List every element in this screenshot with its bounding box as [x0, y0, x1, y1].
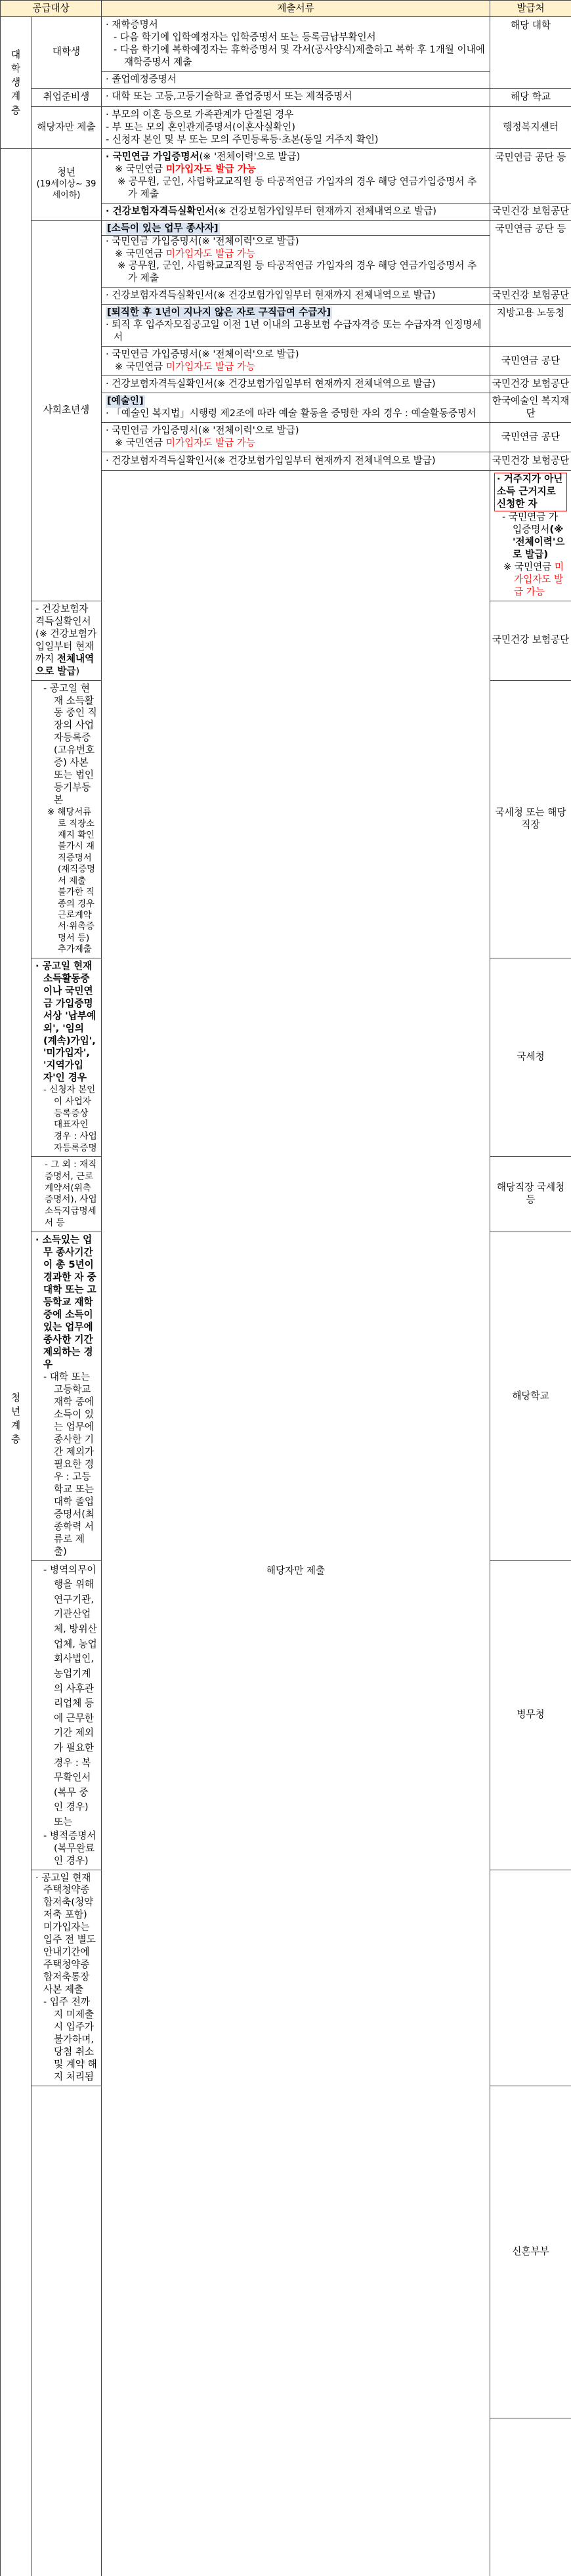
issuer-health-2: 국민건강 보험공단: [490, 288, 571, 305]
doc-exclusion-school: · 소득있는 업무 종사기간이 총 5년이 경과한 자 중 대학 또는 고등학교 재학 중에 소득이 있는 업무에 종사한 기간 제외하는 경우 - 대학 또는 고등학교 재학 중에 소득이 있는 업무에 종사한 기간 제외가 필요한 경우 : 고등학교 또는 대학 졸업 증명서(최종학력 서류로 제출): [32, 1232, 102, 1560]
issuer-artist-foundation: 한국예술인 복지재단: [490, 393, 571, 423]
issuer-pension: 국민연금 공단 등: [490, 148, 571, 203]
group-university: 대학생계층: [1, 17, 32, 149]
issuer-pension-4: 국민연금 공단: [490, 423, 571, 452]
issuer-empty-youth: [490, 1870, 571, 2086]
doc-retired: [퇴직한 후 1년이 지나지 않은 자로 구직급여 수급자] · 퇴직 후 입주자모집공고일 이전 1년 이내의 고용보험 수급자격증 또는 수급자격 인정명세서: [102, 305, 490, 347]
issuer-school-2: 해당학교: [490, 1232, 571, 1560]
issuer-university: 해당 대학: [490, 17, 571, 89]
sub-youth: 청년 (19세이상~ 39세이하): [32, 148, 102, 220]
doc-graduation-certificate: · 대학 또는 고등,고등기술학교 졸업증명서 또는 제적증명서: [102, 88, 490, 106]
issuer-health-4: 국민건강 보험공단: [490, 452, 571, 471]
doc-expected-graduation: · 졸업예정증명서: [102, 71, 490, 88]
doc-artist: [예술인] · 「예술인 복지법」시행령 제2조에 따라 예술 활동을 증명한 자의 경우 : 예술활동증명서: [102, 393, 490, 423]
sub-student: 대학생: [32, 17, 102, 89]
doc-family-severed: · 부모의 이혼 등으로 가족관계가 단절된 경우 - 부 또는 모의 혼인관계증명서(이혼사실확인) - 신청자 본인 및 부 또는 모의 주민등록등·초본(동일 거주지 확인): [102, 106, 490, 148]
issuer-labor-office: 지방고용 노동청: [490, 305, 571, 347]
doc-exclusion-military: - 병역의무이행을 위해 연구기관, 기관산업체, 방위산업체, 농업회사법인, 농업기계의 사후관리업체 등에 근무한 기간 제외가 필요한 경우 : 복무확인서(복무 중인 경우) 또는 - 병적증명서(복무완료인 경우): [32, 1560, 102, 1870]
issuer-workplace-tax: 해당직장 국세청 등: [490, 1157, 571, 1232]
sub-newlywed: 신혼부부: [490, 2086, 571, 2418]
header-issuer: 발급처: [490, 1, 571, 17]
doc-business-registration: - 공고일 현재 소득활동 중인 직장의 사업자등록증(고유번호증) 사본 또는 법인등기부등본 ※ 해당서류로 직장소재지 확인 불가시 재직증명서(재직증명서 제출 불가한 직종의 경우 근로계약서·위촉증명서 등) 추가제출: [32, 680, 102, 958]
sub-eligible-univ: 해당자만 제출: [32, 106, 102, 148]
doc-retired-health: · 건강보험자격득실확인서(※ 건강보험가입일부터 현재까지 전체내역으로 발급): [102, 376, 490, 393]
doc-enrollment: · 재학증명서 - 다음 학기에 입학예정자는 입학증명서 또는 등록금납부확인서 - 다음 학기에 복학예정자는 휴학증명서 및 각서(공사양식)제출하고 복학 후 1개월 이내에 재학증명서 제출: [102, 17, 490, 72]
doc-income-activity: · 공고일 현재 소득활동중이나 국민연금 가입증명서상 '납부예외', '임의(계속)가입', '미가입자', '지역가입자'인 경우 - 신청자 본인이 사업자등록증상 대표자인 경우 : 사업자등록증명: [32, 958, 102, 1157]
doc-youth-health: · 건강보험자격득실확인서(※ 건강보험가입일부터 현재까지 전체내역으로 발급): [102, 203, 490, 220]
issuer-health-5: 국민건강 보험공단: [490, 601, 571, 680]
newcomer-income-title: [소득이 있는 업무 종사자]: [102, 220, 490, 235]
issuer-health-3: 국민건강 보험공단: [490, 376, 571, 393]
doc-newcomer-pension: · 국민연금 가입증명서(※ '전체이력'으로 발급) ※ 국민연금 미가입자도 발급 가능 ※ 공무원, 군인, 사립학교교직원 등 타공적연금 가입자의 경우 해당 연금가입증명서 추가 제출: [102, 235, 490, 288]
doc-artist-health: · 건강보험자격득실확인서(※ 건강보험가입일부터 현재까지 전체내역으로 발급): [102, 452, 490, 471]
issuer-pension-2: 국민연금 공단 등: [490, 220, 571, 288]
issuer-school: 해당 학교: [490, 88, 571, 106]
doc-savings-youth: · 공고일 현재 주택청약종합저축(청약저축 포함) 미가입자는 입주 전 별도 안내기간에 주택청약종합저축통장 사본 제출 - 입주 전까지 미제출 시 입주가 불가하며, 당첨 취소 및 계약 해지 처리됨: [32, 1870, 102, 2086]
doc-youth-pension: · 국민연금 가입증명서(※ '전체이력'으로 발급) ※ 국민연금 미가입자도 발급 가능 ※ 공무원, 군인, 사립학교교직원 등 타공적연금 가입자의 경우 해당 연금가입증명서 추가 제출: [102, 148, 490, 203]
doc-artist-pension: · 국민연금 가입증명서(※ '전체이력'으로 발급) ※ 국민연금 미가입자도 발급 가능: [102, 423, 490, 452]
doc-newcomer-health: · 건강보험자격득실확인서(※ 건강보험가입일부터 현재까지 전체내역으로 발급): [102, 288, 490, 305]
doc-retired-pension: · 국민연금 가입증명서(※ '전체이력'으로 발급) ※ 국민연금 미가입자도 발급 가능: [102, 347, 490, 376]
group-newlywed: [32, 2086, 102, 2576]
issuer-military: 병무청: [490, 1560, 571, 1870]
issuer-tax-office: 국세청 또는 해당 직장: [490, 680, 571, 958]
doc-income-base: · 거주지가 아닌 소득 근거지로 신청한 자 - 국민연금 가입증명서(※ '전체이력'으로 발급) ※ 국민연금 미가입자도 발급 가능: [490, 471, 571, 601]
sub-jobseeker: 취업준비생: [32, 88, 102, 106]
group-youth: 청년계층: [1, 148, 32, 2576]
sub-pre-newlywed: [490, 2418, 571, 2576]
issuer-health: 국민건강 보험공단: [490, 203, 571, 220]
doc-income-other: - 그 외 : 재직증명서, 근로계약서(위촉증명서), 사업소득지급명세서 등: [32, 1157, 102, 1232]
issuer-tax-office-2: 국세청: [490, 958, 571, 1157]
header-documents: 제출서류: [102, 1, 490, 17]
sub-eligible-youth: 해당자만 제출: [102, 471, 490, 2576]
issuer-admin-center: 행정복지센터: [490, 106, 571, 148]
header-row: [1, 1, 571, 17]
sub-newcomer: 사회초년생: [32, 220, 102, 601]
issuer-pension-3: 국민연금 공단: [490, 347, 571, 376]
header-supply-target: 공급대상: [1, 1, 102, 17]
doc-income-base-health: - 건강보험자격득실확인서(※ 건강보험가입일부터 현재까지 전체내역으로 발급): [32, 601, 102, 680]
